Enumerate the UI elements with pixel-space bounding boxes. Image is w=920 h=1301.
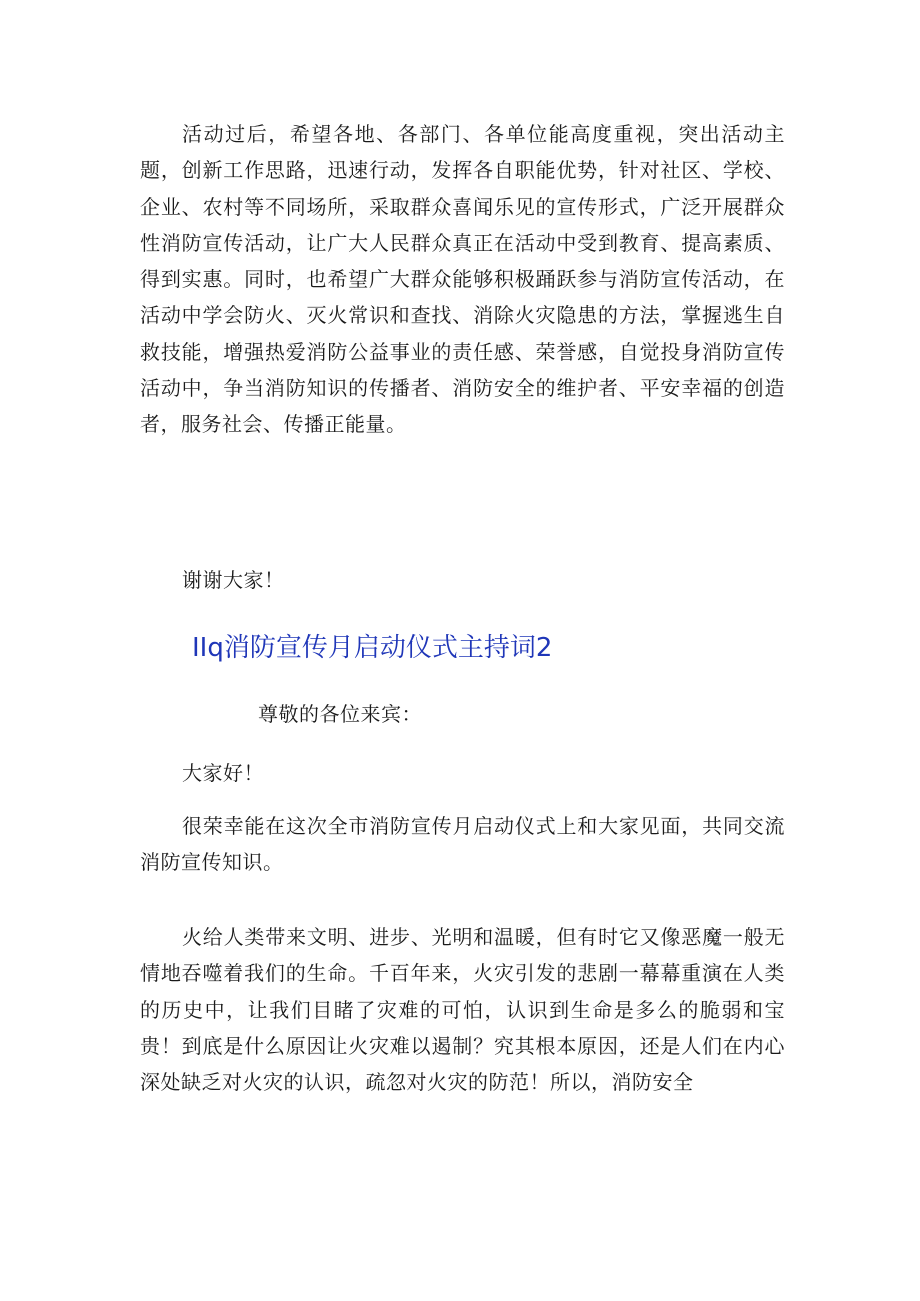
salutation-line: 尊敬的各位来宾： [258,702,422,726]
thanks-line: 谢谢大家！ [182,568,285,592]
body-paragraph-intro: 很荣幸能在这次全市消防宣传月启动仪式上和大家见面，共同交流消防宣传知识。 [140,814,785,875]
section-heading: IIq消防宣传月启动仪式主持词2 [192,633,553,663]
greeting-line: 大家好！ [182,761,264,785]
body-paragraph-fire: 火给人类带来文明、进步、光明和温暖，但有时它又像恶魔一般无情地吞噬着我们的生命。千百年来，火灾引发的悲剧一幕幕重演在人类的历史中，让我们目睹了灾难的可怕，认识到生命是多么的脆弱和宝贵！到底是什么原因让火灾难以遏制？究其根本原因，还是人们在内心深处缺乏对火灾的认识，疏忽对火灾的防范！所以，消防安全 [140,925,785,1095]
body-paragraph-closing-remarks: 活动过后，希望各地、各部门、各单位能高度重视，突出活动主题，创新工作思路，迅速行动，发挥各自职能优势，针对社区、学校、企业、农村等不同场所，采取群众喜闻乐见的宣传形式，广泛开展群众性消防宣传活动，让广大人民群众真正在活动中受到教育、提高素质、得到实惠。同时，也希望广大群众能够积极踊跃参与消防宣传活动，在活动中学会防火、灭火常识和查找、消除火灾隐患的方法，掌握逃生自救技能，增强热爱消防公益事业的责任感、荣誉感，自觉投身消防宣传活动中，争当消防知识的传播者、消防安全的维护者、平安幸福的创造者，服务社会、传播正能量。 [140,122,785,437]
